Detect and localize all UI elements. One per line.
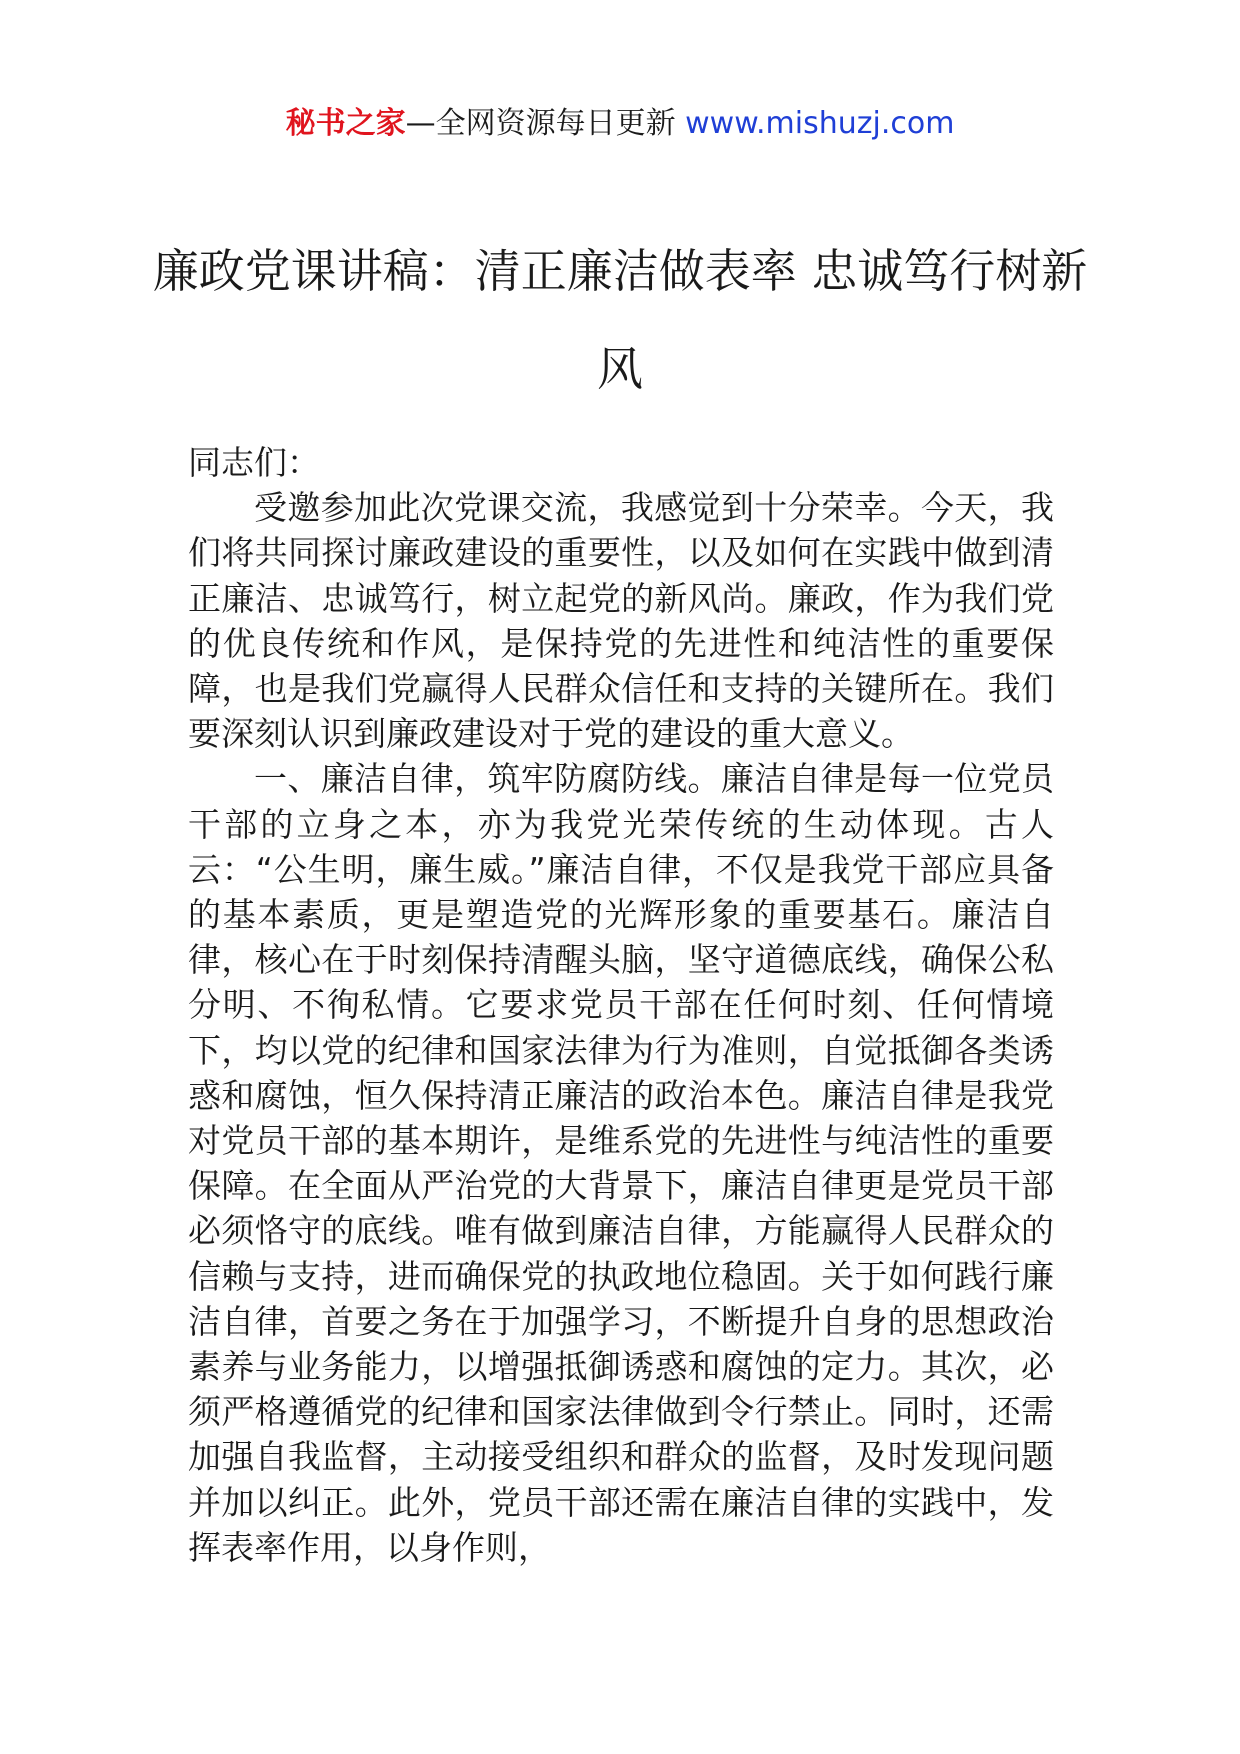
salutation: 同志们： xyxy=(188,443,320,482)
document-body xyxy=(188,440,1054,1570)
brand-name: 秘书之家 xyxy=(285,106,406,141)
header-tagline: —全网资源每日更新 xyxy=(405,106,676,141)
document-title: 廉政党课讲稿：清正廉洁做表率 忠诚笃行树新风 xyxy=(152,244,1088,396)
site-url-link[interactable]: www.mishuzj.com xyxy=(685,106,955,141)
site-header xyxy=(0,100,1240,148)
paragraph-intro: 受邀参加此次党课交流，我感觉到十分荣幸。今天，我们将共同探讨廉政建设的重要性，以及如何在实践中做到清正廉洁、忠诚笃行，树立起党的新风尚。廉政，作为我们党的优良传统和作风，是保持党的先进性和纯洁性的重要保障，也是我们党赢得人民群众信任和支持的关键所在。我们要深刻认识到廉政建设对于党的建设的重大意义。 xyxy=(188,488,1054,754)
paragraph-section-one: 一、廉洁自律，筑牢防腐防线。廉洁自律是每一位党员干部的立身之本，亦为我党光荣传统的生动体现。古人云：“公生明，廉生威。”廉洁自律，不仅是我党干部应具备的基本素质，更是塑造党的光辉形象的重要基石。廉洁自律，核心在于时刻保持清醒头脑，坚守道德底线，确保公私分明、不徇私情。它要求党员干部在任何时刻、任何情境下，均以党的纪律和国家法律为行为准则，自觉抵御各类诱惑和腐蚀，恒久保持清正廉洁的政治本色。廉洁自律是我党对党员干部的基本期许，是维系党的先进性与纯洁性的重要保障。在全面从严治党的大背景下，廉洁自律更是党员干部必须恪守的底线。唯有做到廉洁自律，方能赢得人民群众的信赖与支持，进而确保党的执政地位稳固。关于如何践行廉洁自律，首要之务在于加强学习，不断提升自身的思想政治素养与业务能力，以增强抵御诱惑和腐蚀的定力。其次，必须严格遵循党的纪律和国家法律做到令行禁止。同时，还需加强自我监督，主动接受组织和群众的监督，及时发现问题并加以纠正。此外，党员干部还需在廉洁自律的实践中，发挥表率作用，以身作则， xyxy=(188,759,1054,1567)
